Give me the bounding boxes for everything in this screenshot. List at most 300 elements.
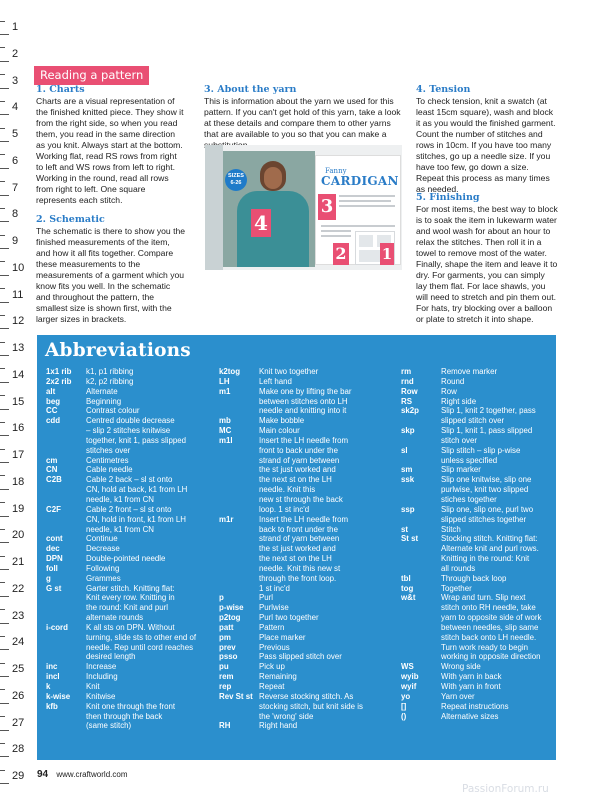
abbreviation-row — [219, 436, 379, 446]
abbreviation-row — [401, 387, 553, 397]
abbreviation-meaning: Knitwise — [86, 691, 116, 701]
ruler-tick-major — [0, 489, 9, 490]
abbreviation-meaning: the st just worked and — [259, 465, 336, 475]
abbreviation-meaning: Repeat — [259, 682, 285, 691]
abbreviation-meaning: Together — [441, 583, 472, 593]
abbreviation-meaning: With yarn in back — [441, 672, 502, 682]
abbreviation-meaning: Purl two together — [259, 613, 319, 623]
abbreviation-meaning: K all sts on DPN. Without — [86, 622, 175, 632]
abbreviation-meaning: Increase — [86, 662, 117, 672]
abbreviation-term — [219, 495, 259, 505]
ruler-number: 10 — [12, 261, 25, 274]
ruler-number: 24 — [12, 636, 25, 649]
abbreviation-row — [219, 702, 379, 712]
abbreviation-meaning: stitch back onto LH needle. — [441, 632, 537, 642]
abbreviation-term: incl — [46, 672, 60, 682]
abbreviation-term: inc — [46, 662, 58, 672]
abbreviation-row — [401, 692, 553, 702]
abbreviation-term — [401, 643, 441, 653]
ruler-number: 15 — [12, 395, 25, 408]
abbreviation-row — [401, 633, 553, 643]
abbreviation-meaning: the next st on the LH — [259, 554, 332, 564]
page-footer — [37, 769, 127, 780]
ruler-tick-minor — [0, 47, 5, 48]
ruler-tick-minor — [0, 529, 5, 530]
abbreviation-row — [219, 406, 379, 416]
finishing-text: For most items, the best way to block is to soak the item in lukewarm water and wool wash for about an hour to relax the stitches. Then roll it in a towel to remove most of the water. Finally, shape the item and leave it to dry. For garments, you can simply lay them flat. For lace shawls, you will need to stretch and pin them out. For hats, try blocking over a balloon or plate to stretch it into shape. — [416, 204, 558, 324]
ruler-number: 21 — [12, 556, 25, 568]
abbreviation-meaning: slipped stitch over — [441, 416, 505, 426]
abbreviation-term: psso — [219, 652, 238, 662]
abbreviation-term — [219, 554, 259, 564]
abbreviation-row — [46, 692, 216, 702]
abbreviation-row — [46, 721, 216, 731]
abbreviation-row — [219, 613, 379, 623]
ruler-tick-minor — [0, 128, 5, 129]
charts-heading: 1. Charts — [36, 84, 85, 95]
abbreviation-row — [219, 603, 379, 613]
abbreviation-row — [219, 525, 379, 535]
abbreviation-term — [46, 446, 86, 456]
abbreviation-row — [401, 603, 553, 613]
abbreviation-row — [219, 623, 379, 633]
ruler-number: 8 — [12, 208, 19, 221]
ruler-number: 4 — [12, 101, 19, 114]
abbreviation-row — [401, 426, 553, 436]
abbreviation-row — [46, 682, 216, 692]
ruler-number: 18 — [12, 475, 25, 488]
abbreviation-meaning: Cable 2 front – sl st onto — [86, 504, 172, 514]
abbreviation-row — [401, 505, 553, 515]
abbreviation-meaning: Alternate knit and purl rows. — [441, 544, 539, 554]
abbreviation-meaning: Remaining — [259, 672, 297, 682]
abbreviation-meaning: then through the back — [86, 711, 163, 721]
ruler-tick-minor — [0, 368, 5, 369]
abbreviation-term — [219, 505, 259, 515]
abbreviation-meaning: Right hand — [259, 721, 298, 731]
tension-heading: 4. Tension — [416, 84, 471, 95]
abbreviation-row — [219, 584, 379, 594]
abbreviation-meaning: Round — [441, 376, 465, 386]
abbreviation-row — [219, 495, 379, 505]
abbreviation-term: yo — [401, 691, 411, 701]
ruler-number: 6 — [12, 154, 19, 167]
ruler-tick-minor — [0, 315, 5, 316]
abbreviation-meaning: needle. Knit this — [259, 485, 316, 495]
abbreviation-row — [46, 525, 216, 535]
ruler-tick-major — [0, 168, 9, 169]
abbreviation-meaning: needle and knitting into it — [259, 406, 347, 416]
abbreviation-row — [219, 662, 379, 672]
abbreviation-row — [401, 554, 553, 564]
abbreviation-row — [401, 475, 553, 485]
abbreviation-meaning: Left hand — [259, 376, 292, 386]
abbreviation-term — [219, 584, 259, 594]
abbreviation-term: rem — [219, 672, 234, 682]
watermark-text: PassionForum.ru — [462, 783, 549, 795]
abbreviation-meaning: Including — [86, 672, 118, 682]
abbreviation-meaning: stocking stitch, but knit side is — [259, 701, 363, 711]
abbreviation-term: [] — [401, 701, 407, 711]
abbreviation-meaning: k1, p1 ribbing — [86, 367, 134, 376]
abbreviation-row — [46, 554, 216, 564]
abbreviation-row — [401, 446, 553, 456]
ruler-tick-minor — [0, 449, 5, 450]
abbreviation-term — [219, 485, 259, 495]
abbreviation-meaning: k2, p2 ribbing — [86, 376, 134, 386]
abbreviation-meaning: Slip 1, knit 1, pass slipped — [441, 426, 533, 436]
ruler-tick-major — [0, 596, 9, 597]
yarn-text: This is information about the yarn we used for this pattern. If you can't get hold of this yarn, take a look at these details and compare them to other yarns that are available to you so that you can make a — [204, 96, 401, 139]
abbreviation-row — [46, 712, 216, 722]
abbreviation-term — [401, 603, 441, 613]
abbreviation-meaning: Make one by lifting the bar — [259, 386, 352, 396]
abbreviation-row — [46, 564, 216, 574]
abbreviation-term: skp — [401, 426, 415, 436]
abbreviation-term — [401, 515, 441, 525]
abbreviation-term: tog — [401, 583, 414, 593]
abbreviation-term: p — [219, 593, 224, 603]
abbreviation-row — [219, 465, 379, 475]
sizes-badge: SIZES 6-26 — [225, 169, 247, 191]
ruler-number: 14 — [12, 368, 25, 381]
abbreviation-meaning: yarn to opposite side of work — [441, 613, 542, 623]
ruler-tick-major — [0, 141, 9, 142]
ruler-tick-minor — [0, 235, 5, 236]
abbreviation-row — [219, 554, 379, 564]
abbreviation-row — [219, 475, 379, 485]
abbreviation-meaning: needle, k1 from CN — [86, 494, 154, 504]
abbreviation-row — [219, 367, 379, 377]
ruler-tick-major — [0, 409, 9, 410]
abbreviation-row — [401, 377, 553, 387]
ruler-tick-minor — [0, 609, 5, 610]
abbreviation-row — [46, 377, 216, 387]
abbreviation-row — [401, 465, 553, 475]
ruler-number: 22 — [12, 582, 25, 595]
ruler-number: 9 — [12, 235, 19, 247]
ruler-number: 13 — [12, 342, 25, 354]
preview-title-big: CARDIGAN — [321, 174, 399, 188]
abbreviation-row — [219, 721, 379, 731]
abbreviation-term: m1r — [219, 514, 234, 524]
abbreviations-column-1 — [46, 367, 216, 731]
abbreviations-column-3 — [401, 367, 553, 721]
abbreviation-meaning: Following — [86, 563, 120, 573]
abbreviation-term: w&t — [401, 593, 416, 603]
ruler-tick-major — [0, 221, 9, 222]
abbreviation-term: sl — [401, 445, 408, 455]
abbreviation-term: RH — [219, 721, 231, 731]
ruler-tick-minor — [0, 288, 5, 289]
ruler-tick-minor — [0, 208, 5, 209]
abbreviation-row — [219, 672, 379, 682]
abbreviation-term: WS — [401, 662, 414, 672]
abbreviation-meaning: together, knit 1, pass slipped — [86, 435, 187, 445]
abbreviation-term: rm — [401, 367, 412, 376]
abbreviation-meaning: new st through the back — [259, 494, 343, 504]
ruler-number: 1 — [12, 21, 19, 33]
abbreviation-row — [401, 613, 553, 623]
ruler-number: 5 — [12, 128, 19, 140]
abbreviation-term: pm — [219, 632, 231, 642]
abbreviation-row — [401, 702, 553, 712]
abbreviation-term: kfb — [46, 701, 58, 711]
ruler-tick-major — [0, 302, 9, 303]
abbreviation-meaning: stitches over — [86, 445, 131, 455]
ruler-number: 16 — [12, 422, 25, 435]
abbreviation-term: pu — [219, 662, 229, 672]
ruler-number: 11 — [12, 288, 24, 301]
abbreviation-meaning: Slip 1, knit 2 together, pass — [441, 406, 536, 416]
schematic-heading: 2. Schematic — [36, 214, 105, 225]
abbreviation-meaning: Wrong side — [441, 662, 481, 672]
ruler-tick-major — [0, 649, 9, 650]
abbreviation-row — [46, 643, 216, 653]
ruler-tick-major — [0, 328, 9, 329]
abbreviation-meaning: between stitches onto LH — [259, 396, 348, 406]
yarn-heading: 3. About the yarn — [204, 84, 297, 95]
abbreviation-meaning: Continue — [86, 534, 118, 544]
abbreviation-row — [46, 515, 216, 525]
abbreviation-term: sk2p — [401, 406, 419, 416]
abbreviation-term — [46, 613, 86, 623]
abbreviation-meaning: Centred double decrease — [86, 416, 175, 426]
abbreviation-meaning: Purlwise — [259, 603, 289, 613]
abbreviation-row — [401, 682, 553, 692]
abbreviation-term — [219, 564, 259, 574]
yarn-section — [204, 84, 402, 151]
abbreviation-meaning: Contrast colour — [86, 406, 140, 416]
abbreviation-term — [46, 603, 86, 613]
abbreviation-term: i-cord — [46, 622, 68, 632]
abbreviation-term — [46, 721, 86, 731]
schematic-section — [36, 214, 186, 325]
finishing-heading: 5. Finishing — [416, 192, 480, 203]
charts-section — [36, 84, 186, 206]
ruler-tick-major — [0, 623, 9, 624]
abbreviation-row — [219, 534, 379, 544]
abbreviation-term: cdd — [46, 416, 61, 426]
ruler-tick-minor — [0, 395, 5, 396]
abbreviation-meaning: Yarn over — [441, 691, 475, 701]
abbreviation-term: beg — [46, 396, 61, 406]
abbreviation-term — [401, 564, 441, 574]
ruler-tick-major — [0, 542, 9, 543]
abbreviations-heading: Abbreviations — [45, 340, 191, 361]
abbreviation-meaning: Reverse stocking stitch. As — [259, 691, 354, 701]
abbreviation-meaning: Stitch — [441, 524, 461, 534]
ruler-tick-major — [0, 703, 9, 704]
abbreviation-term: C2F — [46, 504, 61, 514]
abbreviation-meaning: Row — [441, 386, 457, 396]
badge-3: 3 — [318, 194, 336, 220]
abbreviation-meaning: Slip one knitwise, slip one — [441, 475, 532, 485]
abbreviation-row — [46, 593, 216, 603]
abbreviation-meaning: Knit two together — [259, 367, 319, 376]
abbreviation-row — [219, 416, 379, 426]
abbreviation-meaning: stitch over — [441, 435, 477, 445]
ruler-tick-minor — [0, 502, 5, 503]
abbreviation-term — [401, 652, 441, 662]
ruler-tick-major — [0, 275, 9, 276]
abbreviation-term: prev — [219, 642, 236, 652]
abbreviation-row — [46, 574, 216, 584]
ruler-tick-major — [0, 676, 9, 677]
ruler-number: 28 — [12, 743, 25, 756]
abbreviation-row — [219, 456, 379, 466]
ruler-tick-major — [0, 88, 9, 89]
abbreviation-meaning: turning, slide sts to other end of — [86, 632, 197, 642]
ruler-tick-minor — [0, 181, 5, 182]
abbreviation-meaning: unless specified — [441, 455, 498, 465]
ruler-number: 3 — [12, 74, 19, 87]
abbreviation-row — [46, 436, 216, 446]
abbreviation-row — [401, 456, 553, 466]
abbreviation-row — [219, 652, 379, 662]
abbreviation-term — [401, 613, 441, 623]
abbreviation-row — [219, 515, 379, 525]
abbreviation-term: p-wise — [219, 603, 244, 613]
abbreviation-term: G st — [46, 583, 62, 593]
abbreviation-meaning: working in opposite direction — [441, 652, 541, 662]
abbreviation-term: C2B — [46, 475, 62, 485]
ruler-number: 26 — [12, 689, 25, 702]
abbreviation-meaning: Insert the LH needle from — [259, 514, 349, 524]
abbreviation-row — [219, 505, 379, 515]
abbreviation-term — [401, 456, 441, 466]
ruler-tick-major — [0, 569, 9, 570]
abbreviation-meaning: Slip stitch – slip p-wise — [441, 445, 521, 455]
abbreviation-meaning: Main colour — [259, 426, 300, 436]
ruler-tick-minor — [0, 743, 5, 744]
abbreviation-term: rep — [219, 682, 232, 691]
abbreviation-row — [46, 465, 216, 475]
abbreviation-row — [219, 692, 379, 702]
ruler-tick-minor — [0, 556, 5, 557]
ruler-tick-major — [0, 756, 9, 757]
abbreviation-meaning: CN, hold in front, k1 from LH — [86, 514, 186, 524]
ruler-tick-major — [0, 114, 9, 115]
abbreviation-row — [46, 623, 216, 633]
abbreviation-meaning: strand of yarn between — [259, 534, 340, 544]
abbreviation-term: patt — [219, 622, 234, 632]
abbreviation-row — [401, 652, 553, 662]
abbreviation-term — [219, 525, 259, 535]
abbreviation-term — [219, 544, 259, 554]
ruler-tick-minor — [0, 582, 5, 583]
badge-2: 2 — [333, 243, 349, 265]
abbreviation-term — [219, 397, 259, 407]
abbreviation-row — [46, 456, 216, 466]
ruler-tick-minor — [0, 261, 5, 262]
abbreviation-row — [219, 643, 379, 653]
abbreviation-row — [46, 397, 216, 407]
ruler-tick-major — [0, 730, 9, 731]
abbreviation-meaning: Knit — [86, 682, 100, 691]
charts-text: Charts are a visual representation of the finished knitted piece. They show it from the right side, so when you read them, you read in the same direction as you knit. Always start at the bottom. Working flat, read RS rows from right to left and WS rows from left to right. Working in the round, read all rows from right to left. One square represents each stitch. — [36, 96, 184, 205]
abbreviation-row — [46, 603, 216, 613]
abbreviation-term: m1l — [219, 435, 233, 445]
abbreviation-row — [219, 377, 379, 387]
abbreviation-meaning: With yarn in front — [441, 682, 501, 691]
page-ruler — [0, 0, 30, 800]
abbreviation-row — [219, 544, 379, 554]
abbreviation-row — [219, 564, 379, 574]
abbreviation-row — [401, 525, 553, 535]
abbreviation-meaning: Cable needle — [86, 465, 133, 475]
pattern-page-preview — [205, 145, 402, 270]
abbreviation-term: m1 — [219, 386, 231, 396]
abbreviation-meaning: Cable 2 back – sl st onto — [86, 475, 173, 485]
abbreviation-meaning: Knit every row. Knitting in — [86, 593, 175, 603]
preview-face — [264, 167, 282, 189]
abbreviation-meaning: Pick up — [259, 662, 285, 672]
abbreviation-row — [401, 436, 553, 446]
abbreviation-meaning: Pass slipped stitch over — [259, 652, 342, 662]
site-url: www.craftworld.com — [56, 770, 128, 779]
abbreviation-term: foll — [46, 563, 58, 573]
ruler-tick-minor — [0, 101, 5, 102]
abbreviation-row — [401, 564, 553, 574]
abbreviation-meaning: alternate rounds — [86, 613, 144, 623]
finishing-section — [416, 192, 558, 325]
abbreviation-term — [219, 712, 259, 722]
abbreviation-row — [46, 495, 216, 505]
abbreviation-term: 2x2 rib — [46, 376, 72, 386]
abbreviation-meaning: front to back under the — [259, 445, 338, 455]
abbreviation-meaning: Through back loop — [441, 573, 507, 583]
abbreviation-term: dec — [46, 544, 60, 554]
abbreviation-meaning: Centimetres — [86, 455, 129, 465]
abbreviation-meaning: (same stitch) — [86, 721, 132, 731]
abbreviation-row — [219, 397, 379, 407]
abbreviation-row — [401, 544, 553, 554]
ruler-tick-major — [0, 783, 9, 784]
ruler-tick-major — [0, 516, 9, 517]
ruler-number: 29 — [12, 770, 25, 782]
abbreviation-meaning: through the front loop. — [259, 573, 337, 583]
abbreviation-row — [401, 397, 553, 407]
ruler-tick-major — [0, 355, 9, 356]
abbreviation-meaning: Knitting in the round: Knit — [441, 554, 530, 564]
abbreviation-term: () — [401, 711, 407, 721]
ruler-tick-minor — [0, 689, 5, 690]
abbreviation-row — [46, 633, 216, 643]
abbreviation-row — [46, 534, 216, 544]
abbreviation-meaning: Beginning — [86, 396, 122, 406]
abbreviation-meaning: Remove marker — [441, 367, 498, 376]
ruler-tick-minor — [0, 74, 5, 75]
abbreviation-term: RS — [401, 396, 412, 406]
abbreviation-row — [401, 367, 553, 377]
abbreviation-meaning: Insert the LH needle from — [259, 435, 349, 445]
abbreviation-term: ssp — [401, 504, 415, 514]
abbreviation-row — [401, 485, 553, 495]
abbreviation-meaning: – slip 2 stitches knitwise — [86, 426, 171, 436]
abbreviation-meaning: Make bobble — [259, 416, 305, 426]
abbreviation-term: p2tog — [219, 613, 241, 623]
abbreviation-term: ssk — [401, 475, 415, 485]
abbreviation-meaning: Slip one, slip one, purl two — [441, 504, 534, 514]
abbreviation-meaning: stitch onto RH needle, take — [441, 603, 536, 613]
abbreviation-term: k2tog — [219, 367, 241, 376]
abbreviation-meaning: Garter stitch. Knitting flat: — [86, 583, 175, 593]
abbreviation-term — [219, 406, 259, 416]
abbreviation-term — [401, 554, 441, 564]
schematic-text: The schematic is there to show you the finished measurements of the item, and how it all fits together. Compare these measurements to the measurements of a garment which you know fits you well. In the schematic and throughout the pattern, the smallest size is shown first, with the larger sizes in brackets. — [36, 226, 186, 324]
badge-4: 4 — [251, 209, 271, 237]
